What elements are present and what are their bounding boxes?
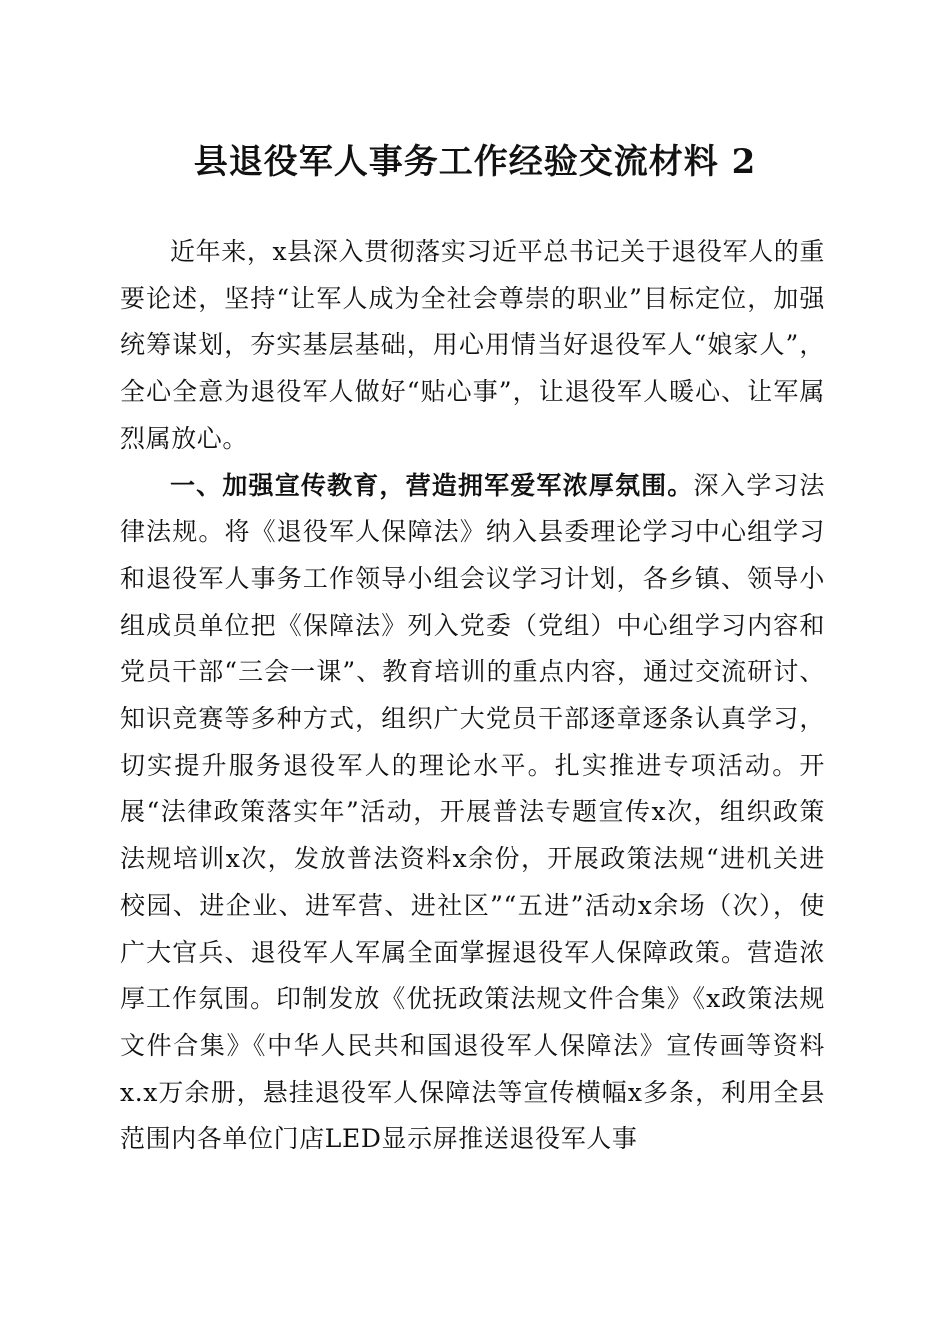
- intro-paragraph: [120, 229, 825, 463]
- intro-paragraph-text: 近年来，x县深入贯彻落实习近平总书记关于退役军人的重要论述，坚持“让军人成为全社会尊崇的职业”目标定位，加强统筹谋划，夯实基层基础，用心用情当好退役军人“娘家人”，全心全意为退役军人做好“贴心事”，让退役军人暖心、让军属烈属放心。: [120, 237, 825, 453]
- section-one-text: 深入学习法律法规。将《退役军人保障法》纳入县委理论学习中心组学习和退役军人事务工作领导小组会议学习计划，各乡镇、领导小组成员单位把《保障法》列入党委（党组）中心组学习内容和党员干部“三会一课”、教育培训的重点内容，通过交流研讨、知识竞赛等多种方式，组织广大党员干部逐章逐条认真学习，切实提升服务退役军人的理论水平。扎实推进专项活动。开展“法律政策落实年”活动，开展普法专题宣传x次，组织政策法规培训x次，发放普法资料x余份，开展政策法规“进机关进校园、进企业、进军营、进社区”“五进”活动x余场（次），使广大官兵、退役军人军属全面掌握退役军人保障政策。营造浓厚工作氛围。印制发放《优抚政策法规文件合集》《x政策法规文件合集》《中华人民共和国退役军人保障法》宣传画等资料x.x万余册，悬挂退役军人保障法等宣传横幅x多条，利用全县范围内各单位门店LED显示屏推送退役军人事: [120, 470, 825, 1154]
- document-title: 县退役军人事务工作经验交流材料 2: [193, 142, 757, 182]
- section-one-paragraph: [120, 463, 825, 1164]
- section-one-heading: 一、加强宣传教育，营造拥军爱军浓厚氛围。: [170, 470, 694, 500]
- document-body: [120, 229, 825, 1163]
